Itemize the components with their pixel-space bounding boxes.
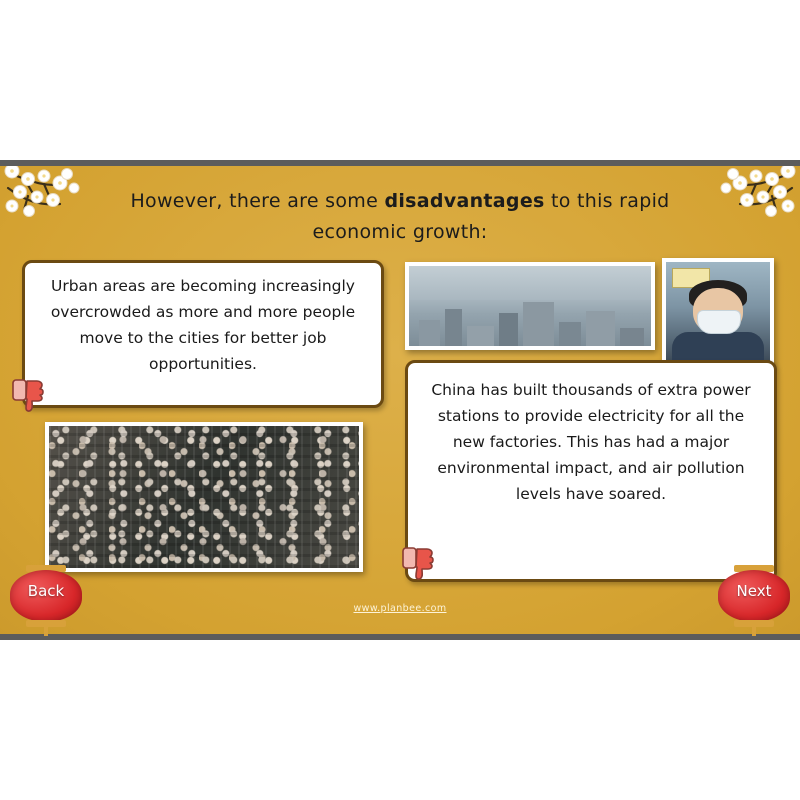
next-button[interactable] bbox=[712, 564, 796, 628]
lantern-tassel bbox=[44, 624, 48, 636]
lantern-tassel bbox=[752, 624, 756, 636]
slide-bottom-bar bbox=[0, 634, 800, 640]
face-mask bbox=[697, 310, 741, 334]
crowd-texture bbox=[49, 426, 359, 568]
thumbs-down-icon bbox=[10, 378, 46, 418]
boy-coat bbox=[672, 332, 764, 362]
image-crowded-street bbox=[45, 422, 363, 572]
presentation-slide bbox=[0, 160, 800, 640]
footer-website-link[interactable]: www.planbee.com bbox=[353, 603, 447, 614]
title-emphasis: disadvantages bbox=[384, 190, 545, 212]
text-card-overcrowding bbox=[22, 260, 384, 408]
slide-top-bar bbox=[0, 160, 800, 166]
text-card-power-stations bbox=[405, 360, 777, 582]
title-text-post: to this rapid bbox=[544, 190, 670, 212]
smog-sky bbox=[409, 266, 651, 300]
slide-title bbox=[110, 186, 690, 248]
next-button-label: Next bbox=[736, 582, 772, 600]
back-button-label: Back bbox=[27, 582, 65, 600]
back-button[interactable] bbox=[4, 564, 88, 628]
title-line-2: economic growth: bbox=[312, 221, 488, 243]
image-smoggy-skyline bbox=[405, 262, 655, 350]
smog-skyline bbox=[409, 296, 651, 346]
card-power-text: China has built thousands of extra power stations to provide electricity for all the new factories. This has had a major environmental impact, and air pollution levels have soared. bbox=[431, 381, 751, 503]
card-overcrowding-text: Urban areas are becoming increasingly overcrowded as more and more people move to the cities for better job opportunities. bbox=[50, 277, 356, 373]
title-text-pre: However, there are some bbox=[130, 190, 385, 212]
thumbs-down-icon bbox=[400, 546, 436, 586]
image-child-face-mask bbox=[662, 258, 774, 366]
